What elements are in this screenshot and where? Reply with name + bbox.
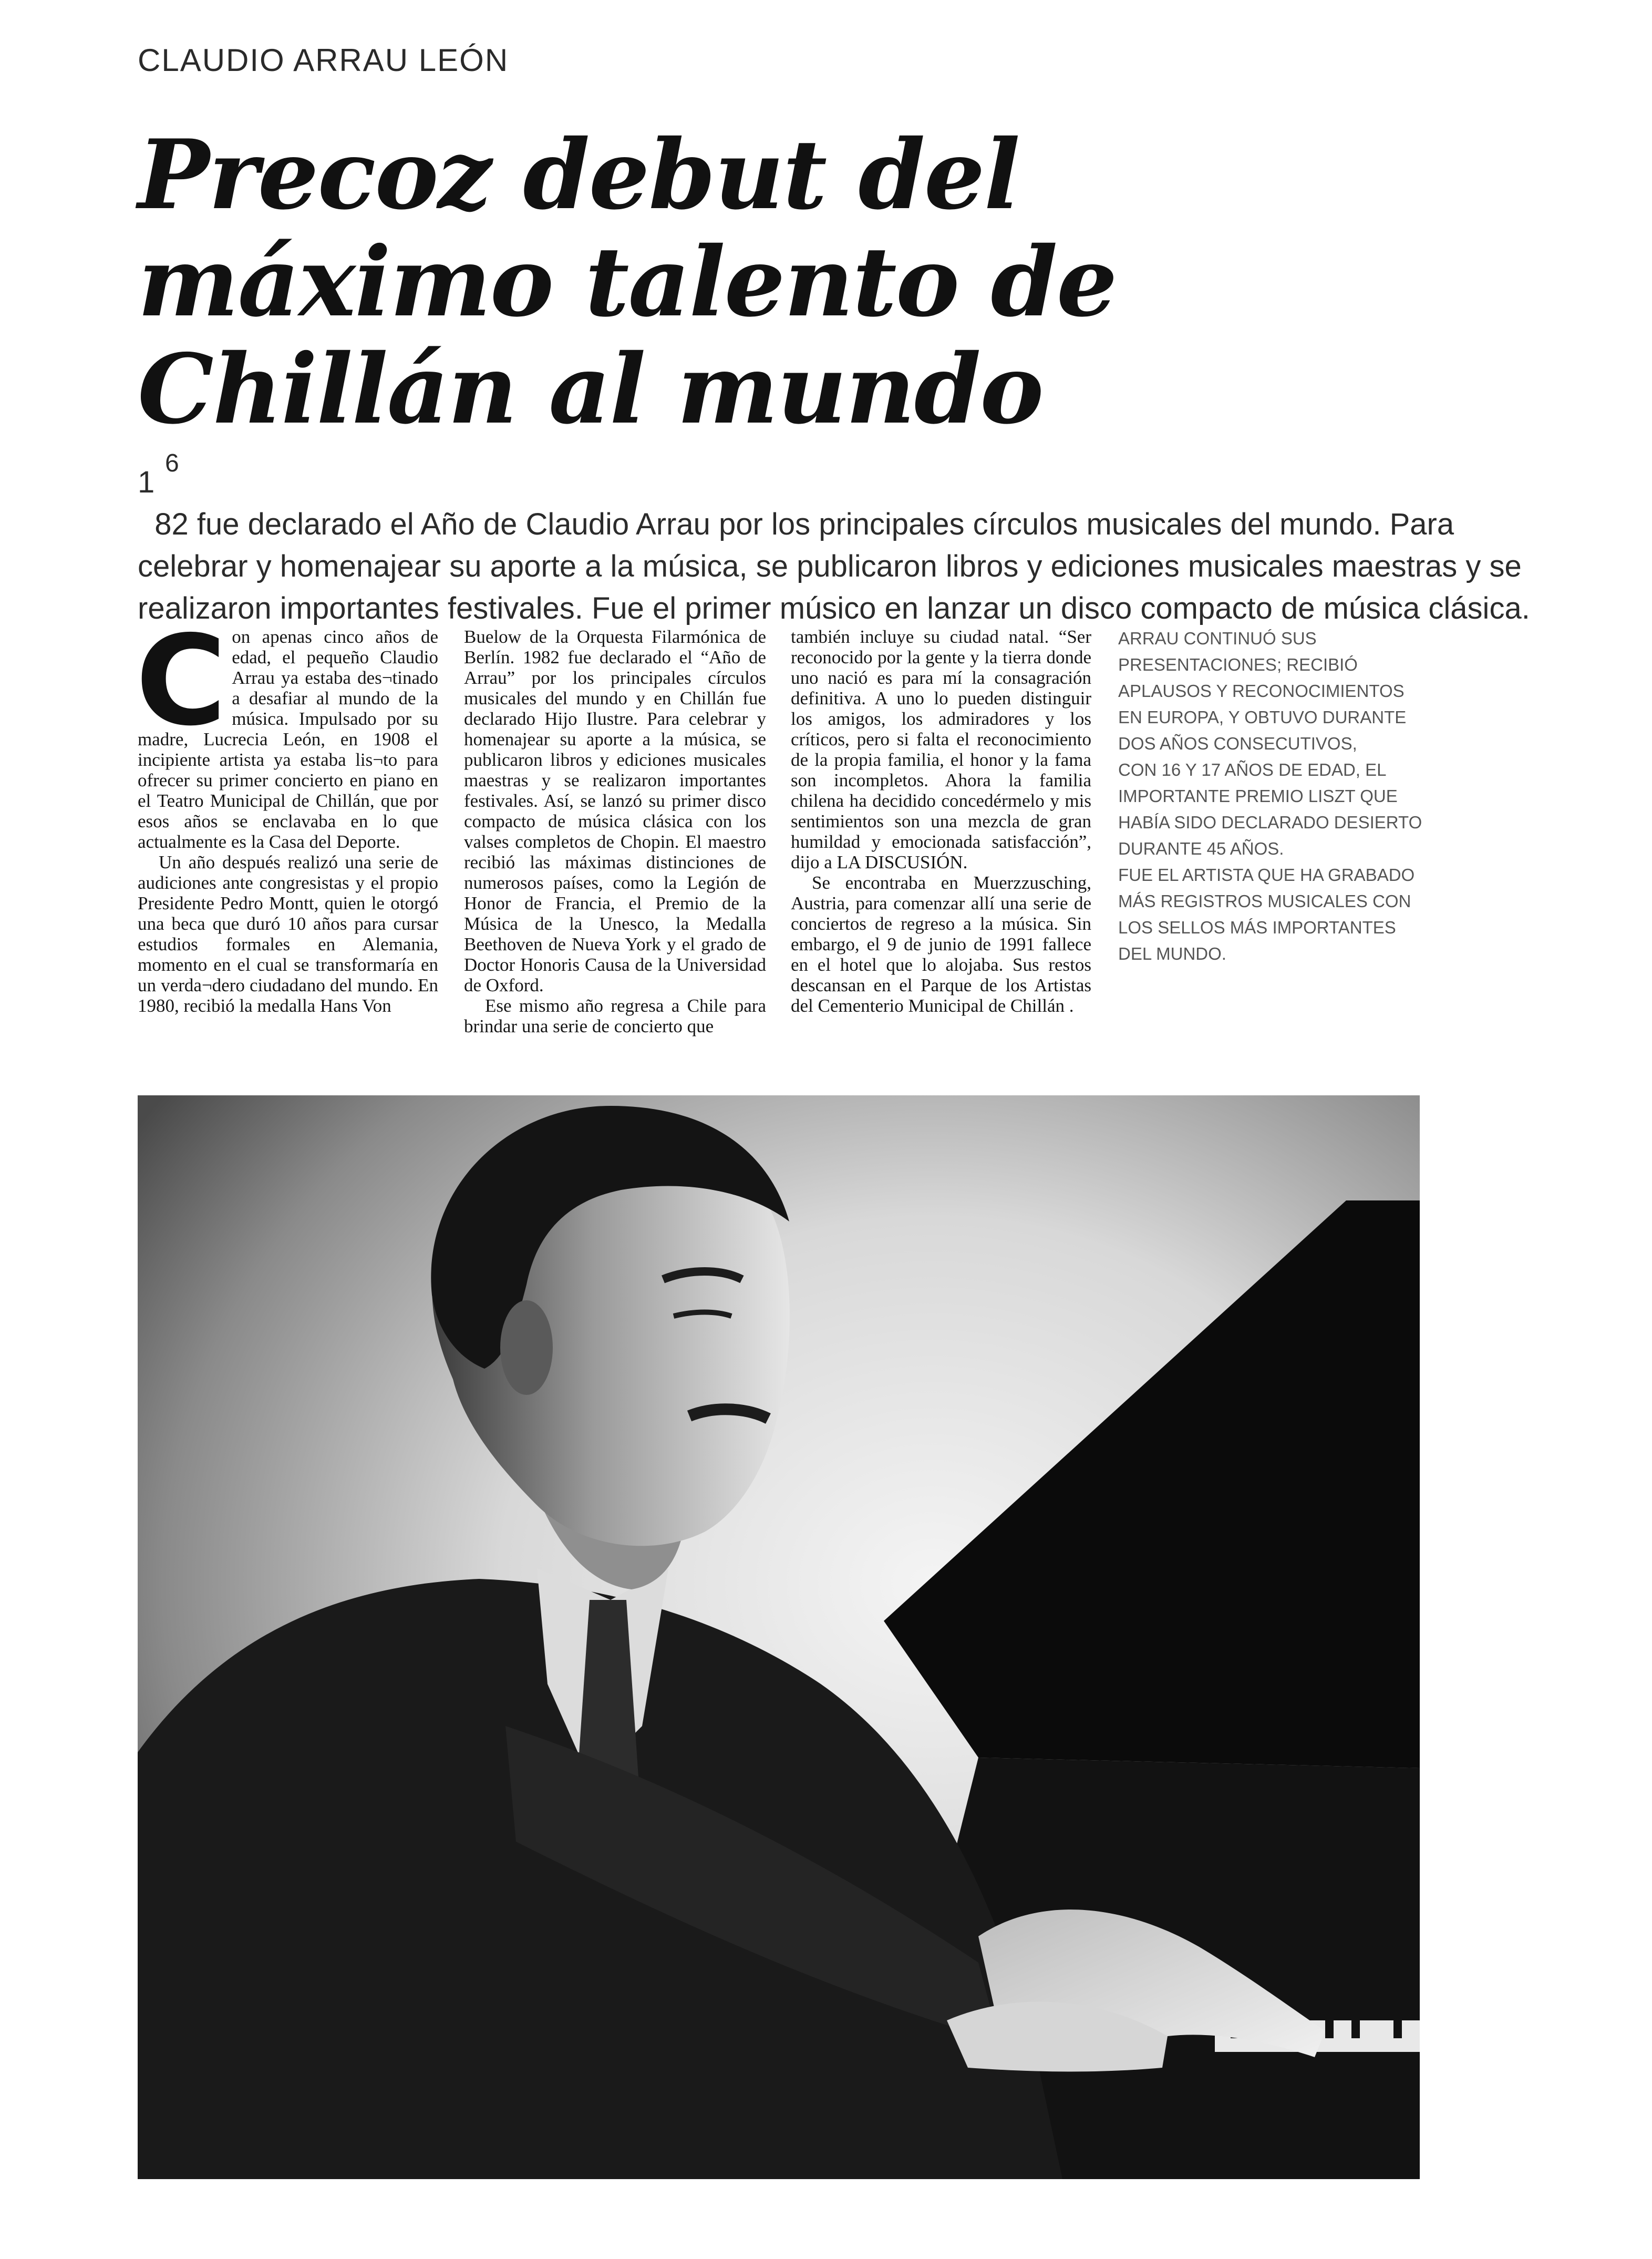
deck-superscript-digit: 6 (165, 449, 179, 477)
section-kicker: CLAUDIO ARRAU LEÓN (138, 43, 509, 78)
body-paragraph: Con apenas cinco años de edad, el pequeño Claudio Arrau ya estaba des¬tinado a desafiar al mundo de la música. Impulsado por su madre, Lucrecia León, en 1908 el incipiente artista ya estaba lis¬to para ofrecer su primer concierto en piano en el Teatro Municipal de Chillán, que por esos años se enclavaba en lo que actualmente es la Casa del Deporte. (136, 609, 438, 852)
article-headline (138, 118, 1451, 445)
sidebar-line: DOS AÑOS CONSECUTIVOS, (1118, 734, 1357, 753)
drop-cap: C (136, 609, 227, 753)
body-paragraph: también incluye su ciudad natal. “Ser reconocido por la gente y la tierra donde uno nació es para mí la consagración definitiva. A uno lo pueden distinguir los amigos, los admiradores y los críticos, pero si falta el reconocimiento de la propia familia, el honor y la fama son incompletos. Ahora la familia chilena ha decidido concedérmelo y mis sentimientos son una mezcla de gran humildad y emocionada satisfacción”, dijo a LA DISCUSIÓN. (791, 627, 1091, 872)
sidebar-line: DEL MUNDO. (1118, 944, 1226, 963)
body-column-3 (791, 627, 1091, 1016)
body-column-1 (136, 609, 438, 1016)
sidebar-line: MÁS REGISTROS MUSICALES CON (1118, 891, 1411, 911)
deck-line-3: realizaron importantes festivales. Fue el primer músico en lanzar un disco compacto de música clásica. (138, 591, 1530, 625)
sidebar-line: FUE EL ARTISTA QUE HA GRABADO (1118, 865, 1415, 885)
sidebar-line: APLAUSOS Y RECONOCIMIENTOS (1118, 681, 1405, 701)
deck-year-fragment: 1 6 (138, 461, 1420, 504)
body-paragraph: Se encontraba en Muerzzusching, Austria, para comenzar allí una serie de conciertos de regreso a la música. Sin embargo, el 9 de junio de 1991 fallece en el hotel que lo alojaba. Sus restos descansan en el Parque de los Artistas del Cementerio Municipal de Chillán . (791, 872, 1091, 1016)
headline-line-2: máximo talento de (138, 225, 1117, 338)
sidebar-line: CON 16 Y 17 AÑOS DE EDAD, EL (1118, 760, 1387, 779)
deck-line-2: celebrar y homenajear su aporte a la música, se publicaron libros y ediciones musicales maestras y se (138, 549, 1522, 583)
sidebar-line: LOS SELLOS MÁS IMPORTANTES (1118, 918, 1396, 937)
sidebar-line: IMPORTANTE PREMIO LISZT QUE (1118, 786, 1398, 806)
sidebar-line: EN EUROPA, Y OBTUVO DURANTE (1118, 707, 1407, 727)
sidebar-line: HABÍA SIDO DECLARADO DESIERTO (1118, 813, 1422, 832)
headline-line-3: Chillán al mundo (138, 333, 1043, 445)
sidebar-line: PRESENTACIONES; RECIBIÓ (1118, 655, 1358, 674)
sidebar-line: ARRAU CONTINUÓ SUS (1118, 629, 1317, 648)
sidebar-line: DURANTE 45 AÑOS. (1118, 839, 1284, 858)
headline-line-1: Precoz debut del (138, 118, 1019, 231)
deck-line-1: 1 6 82 fue declarado el Año de Claudio Arrau por los principales círculos musicales del mundo. Para (138, 461, 1420, 546)
sidebar-callout (1118, 625, 1423, 967)
pianist-photo (138, 1095, 1420, 2179)
pianist-photo-illustration (138, 1095, 1420, 2179)
body-paragraph: Un año después realizó una serie de audiciones ante congresistas y el propio Presidente Pedro Montt, quien le otorgó una beca que duró 10 años para cursar estudios formales en Alemania, momento en el cual se transformaría en un verda¬dero ciudadano del mundo. En 1980, recibió la medalla Hans Von (138, 852, 438, 1016)
body-column-2 (464, 627, 766, 1036)
body-paragraph: Ese mismo año regresa a Chile para brindar una serie de concierto que (464, 995, 766, 1036)
article-deck (138, 449, 1530, 630)
body-paragraph: Buelow de la Orquesta Filarmónica de Berlín. 1982 fue declarado el “Año de Arrau” por los principales círculos musicales del mundo y en Chillán fue declarado Hijo Ilustre. Para celebrar y homenajear su aporte a la música, se publicaron libros y ediciones musicales maestras y se realizaron importantes festivales. Así, se lanzó su primer disco compacto de música clásica con los valses completos de Chopin. El maestro recibió las máximas distinciones de numerosos países, como la Legión de Honor de Francia, el Premio de la Música de la Unesco, la Medalla Beethoven de Nueva York y el grado de Doctor Honoris Causa de la Universidad de Oxford. (464, 627, 766, 995)
